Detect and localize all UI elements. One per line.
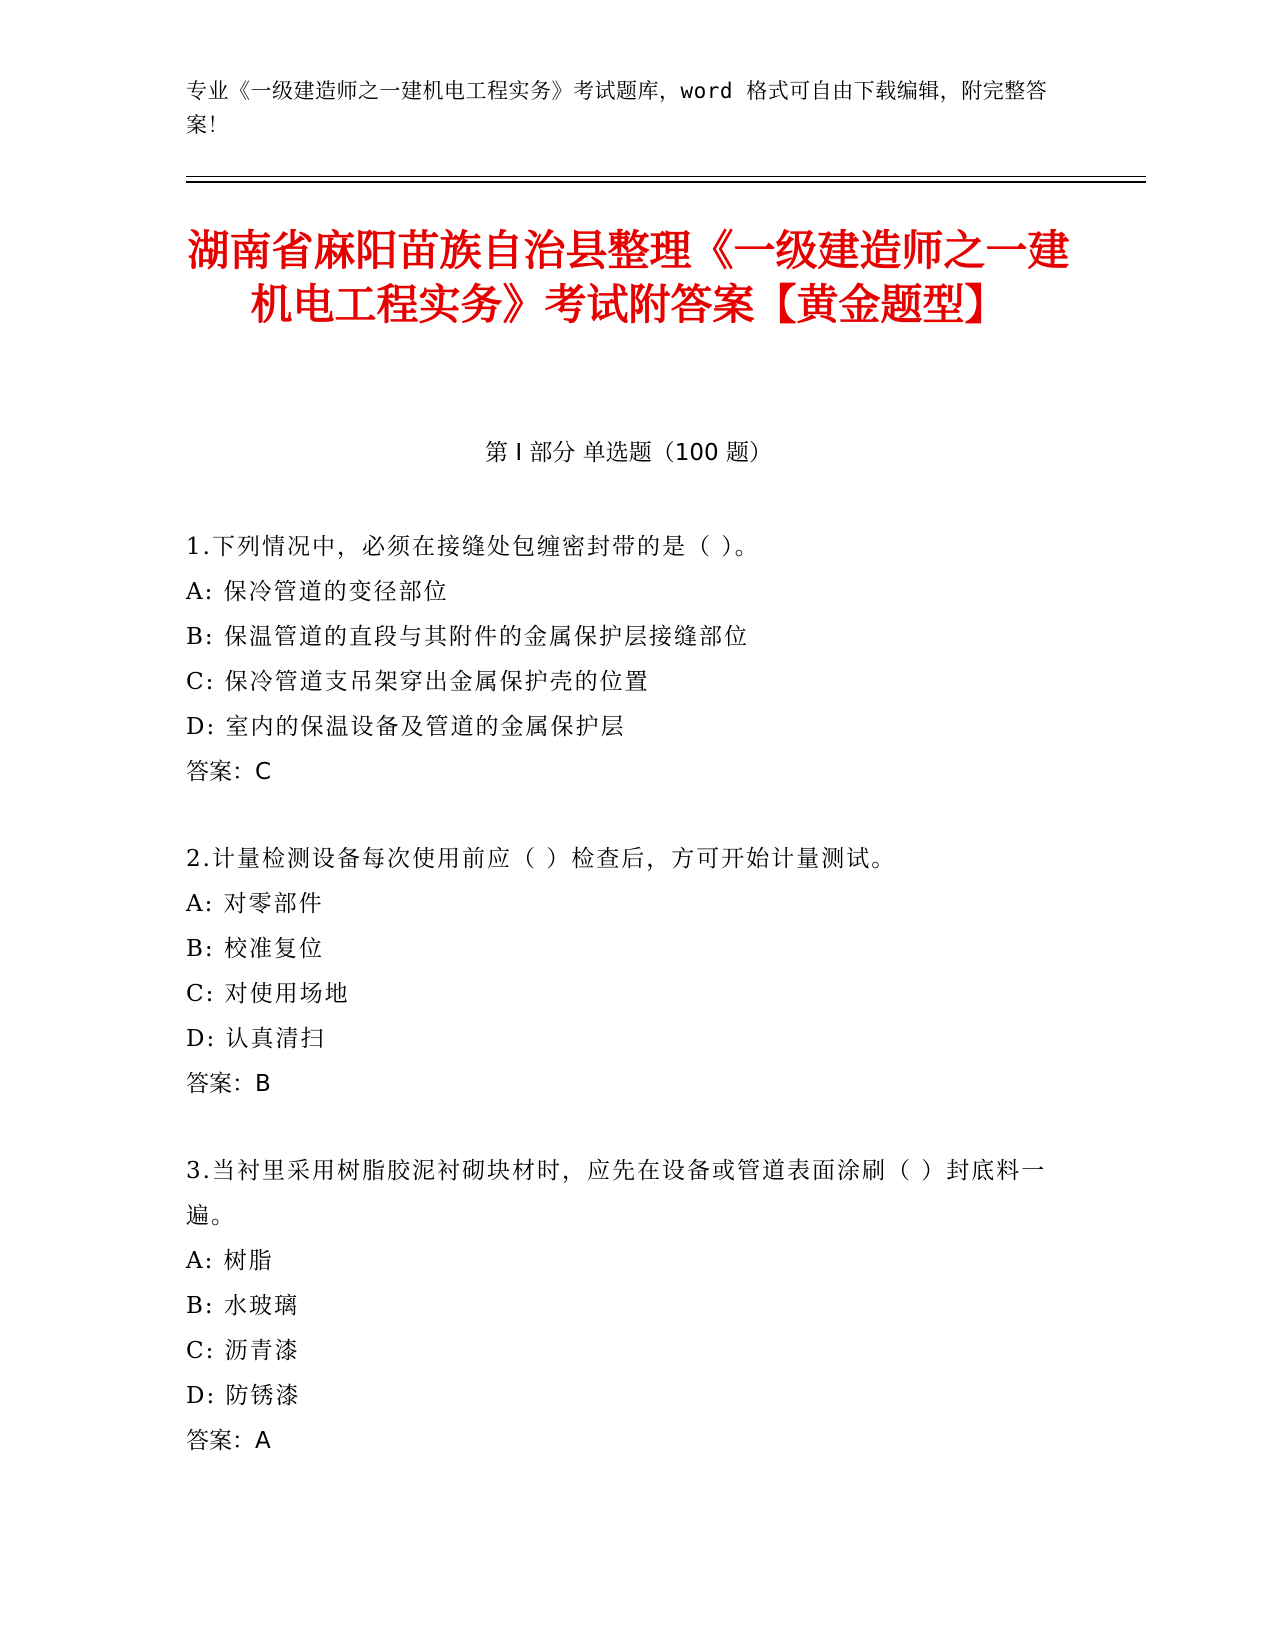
- option-b: B: 校准复位: [186, 936, 324, 962]
- option-a: A: 保冷管道的变径部位: [186, 579, 449, 605]
- option-c: C: 保冷管道支吊架穿出金属保护壳的位置: [186, 669, 650, 695]
- header-divider-thick: [186, 181, 1146, 183]
- question-stem: 3.当衬里采用树脂胶泥衬砌块材时，应先在设备或管道表面涂刷（ ）封底料一遍。: [186, 1158, 1047, 1229]
- option-d: D: 室内的保温设备及管道的金属保护层: [186, 714, 626, 740]
- question-item: [186, 837, 1066, 1107]
- option-b: B: 保温管道的直段与其附件的金属保护层接缝部位: [186, 624, 749, 650]
- question-stem: 1.下列情况中，必须在接缝处包缠密封带的是（ ）。: [186, 534, 760, 560]
- answer: 答案：C: [186, 759, 272, 785]
- option-a: A: 树脂: [186, 1248, 274, 1274]
- option-d: D: 认真清扫: [186, 1026, 326, 1052]
- question-item: [186, 525, 1066, 795]
- question-item: [186, 1149, 1066, 1464]
- header-divider-thin: [186, 176, 1146, 177]
- option-a: A: 对零部件: [186, 891, 324, 917]
- question-stem: 2.计量检测设备每次使用前应（ ）检查后，方可开始计量测试。: [186, 846, 897, 872]
- option-c: C: 对使用场地: [186, 981, 350, 1007]
- answer: 答案：A: [186, 1428, 271, 1454]
- document-title: 湖南省麻阳苗族自治县整理《一级建造师之一建机电工程实务》考试附答案【黄金题型】: [187, 226, 1070, 329]
- section-heading: 第 I 部分 单选题（100 题）: [485, 440, 772, 466]
- answer: 答案：B: [186, 1071, 271, 1097]
- option-d: D: 防锈漆: [186, 1383, 301, 1409]
- option-c: C: 沥青漆: [186, 1338, 300, 1364]
- question-list: [186, 525, 1066, 1506]
- header-note: 专业《一级建造师之一建机电工程实务》考试题库，word 格式可自由下载编辑，附完整答案！: [186, 79, 1048, 137]
- option-b: B: 水玻璃: [186, 1293, 299, 1319]
